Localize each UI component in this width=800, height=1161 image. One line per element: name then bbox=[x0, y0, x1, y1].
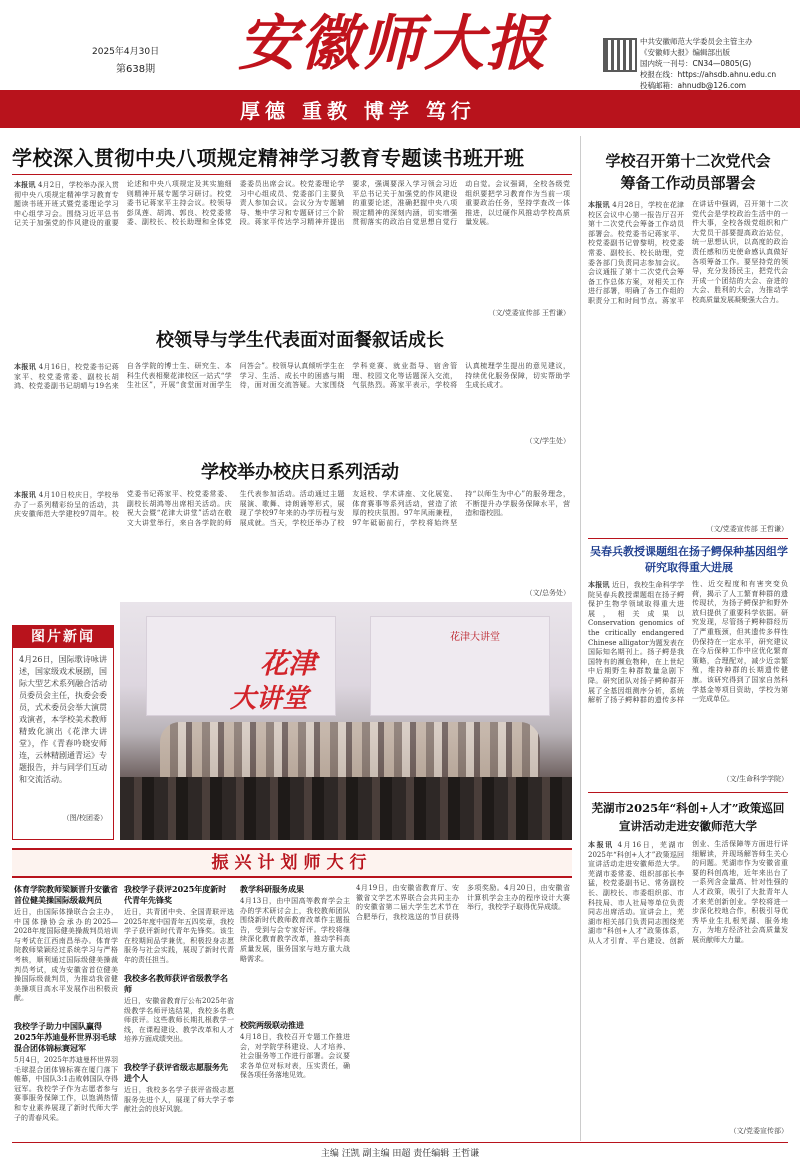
party-congress-text: 4月28日，学校在花津校区会议中心第一报告厅召开第十二次党代会筹备工作动员部署会。校党委书记蒋家平、校党委副书记曾黎明，校党委常委、副校长、校长助理，党委各部门负责同志参加会议。会议通报了第十二次党代会筹备工作总体方案，对相关工作进行部署，明确了各工作组的职责分工和时间节点。蒋家平在讲话中强调，召开第十二次党代会是学校政治生活中的一件大事，全校各级党组织和广大党员干部要提高政治站位，统一思想认识，以高度的政治责任感和历史使命感认真做好各项筹备工作。要坚持党的领导，充分发扬民主，把党代会开成一个团结的大会、奋进的大会、胜利的大会，为推动学校高质量发展凝聚强大合力。 bbox=[588, 200, 788, 305]
rural-headline-6: 教学科研服务成果 bbox=[240, 884, 304, 894]
issue-number: 第638期 bbox=[116, 64, 156, 75]
rural-headline-2: 我校学子助力中国队赢得2025年苏迪曼杯世界羽毛球混合团体锦标赛冠军 bbox=[14, 1021, 117, 1053]
divider bbox=[588, 792, 788, 793]
site-link[interactable]: 校报在线：https://ahsdb.ahnu.edu.cn bbox=[640, 70, 777, 79]
wuhu-title-2: 宣讲活动走进安徽师范大学 bbox=[619, 819, 757, 833]
party-congress-lede: 本报讯 bbox=[588, 200, 610, 209]
article3-body bbox=[14, 490, 570, 596]
cn-number: 国内统一刊号：CN34—0805(G) bbox=[640, 59, 752, 68]
article1-source: （文/党委宣传部 王哲谦） bbox=[488, 309, 570, 317]
column-divider bbox=[580, 136, 581, 1141]
rural-headline-4: 我校多名教师获评省级教学名师 bbox=[124, 973, 228, 994]
rural-banner-title: 振兴计划师大行 bbox=[211, 853, 373, 873]
research-title: 吴春兵教授课题组在扬子鳄保种基因组学研究取得重大进展 bbox=[590, 545, 788, 574]
article3-source: （文/总务处） bbox=[525, 589, 570, 597]
photo-news-title: 图片新闻 bbox=[13, 626, 113, 648]
email-link[interactable]: 投稿邮箱：ahnudb@126.com bbox=[640, 81, 747, 90]
article2-body bbox=[14, 362, 570, 446]
wuhu-lede: 本报讯 bbox=[588, 840, 614, 849]
research-body bbox=[588, 580, 788, 772]
footer-credits: 主编 汪凯 副主编 田超 责任编辑 王哲谦 bbox=[320, 1149, 480, 1159]
footer-rule bbox=[12, 1142, 788, 1143]
photo-stage-text: 花津 bbox=[260, 647, 317, 680]
sponsor: 中共安徽师范大学委员会主管主办 bbox=[640, 37, 753, 46]
rural-column-1 bbox=[14, 884, 118, 1136]
photo-news-body: 4月26日，国际歌诗咏讲述，国家级戏术展剧，国际大型艺术系列融合活动员委员会主任，执委会委员，式术委员会举大演贯戏演者，本学校美术教师精致化演出《花津大讲堂》，作《青春吟晓安师连，云林精剧通青运》专题报告，并与同学们互动和交流活动。 bbox=[19, 655, 107, 784]
wuhu-source: （文/党委宣传部） bbox=[729, 1127, 788, 1135]
photo-stage-label: 花津大讲堂 bbox=[450, 632, 500, 643]
rural-column-3 bbox=[240, 884, 350, 1136]
wuhu-text: 4月16日，芜湖市2025年“科创+人才”政策巡回宣讲活动走进安徽师范大学。芜湖市委常委、组织部部长李猛，校党委副书记、常务副校长、副校长、市委组织部、市科技局、市人社局等单位负责同志出席活动。宣讲会上，芜湖市相关部门负责同志围绕芜湖市“科创+人才”政策体系，从人才引育、平台建设、创新创业、生活保障等方面进行详细解读，并现场解答师生关心的问题。芜湖市作为安徽省重要的科创高地，近年来出台了一系列含金量高、针对性强的人才政策，吸引了大批青年人才来芜创新创业。学校将进一步深化校地合作，积极引导优秀毕业生扎根芜湖、服务地方，为地方经济社会高质量发展贡献师大力量。 bbox=[588, 840, 788, 945]
rural-body-8: 4月19日，由安徽省教育厅、安徽省文学艺术界联合会共同主办的安徽省第二届大学生艺术节在合肥举行，我校选送的节目获得多项奖励。4月20日，由安徽省计算机学会主办的程序设计大赛举行，我校学子取得优异成绩。 bbox=[356, 884, 570, 921]
wuhu-body bbox=[588, 840, 788, 1124]
divider bbox=[12, 174, 572, 175]
article2-title: 校领导与学生代表面对面餐叙话成长 bbox=[156, 330, 444, 351]
research-source: （文/生命科学学院） bbox=[722, 775, 788, 783]
rural-body-7: 4月18日，我校召开专题工作推进会，对学院学科建设、人才培养、社会服务等工作进行部署。会议要求各单位对标对表，压实责任，确保各项任务落地见效。 bbox=[240, 1033, 350, 1080]
rural-headline-7: 校院两级联动推进 bbox=[240, 1020, 304, 1030]
photo-audience bbox=[120, 777, 572, 840]
editor: 《安徽师大报》编辑部出版 bbox=[640, 48, 730, 57]
article2-text: 4月16日，校党委书记蒋家平、校党委常委、副校长胡鸿、校党委副书记胡晴与19名来自各学院的博士生、研究生、本科生代表相聚花津校区一站式“学生社区”，开展“食堂面对面学生问答会”。校领导认真倾听学生在学习、生活、成长中的困惑与期待，面对面交流答疑。大家围绕学科竞赛、就业指导、宿舍管理、校园文化等话题深入交流，气氛热烈。蒋家平表示，学校将认真梳理学生提出的意见建议，持续优化服务保障，切实帮助学生成长成才。 bbox=[14, 362, 570, 391]
article3-text: 4月10日校庆日，学校举办了一系列精彩纷呈的活动，共庆安徽师范大学建校97周年。校党委书记蒋家平、校党委常委、副校长胡鸿等出席相关活动。庆祝大会暨“花津大讲堂”活动在敬文大讲堂举行，来自各学院的师生代表参加活动。活动通过主题展演、歌舞、诗朗诵等形式，展现了学校97年来的办学历程与发展成就。当天，学校还举办了校友返校、学术讲座、文化展览、体育赛事等系列活动，营造了浓厚的校庆氛围。97年风雨兼程，97年砥砺前行，学校将始终坚持“以师生为中心”的服务理念，不断提升办学服务保障水平，营造和谐校园。 bbox=[14, 490, 570, 527]
rural-body-6: 4月13日，由中国高等教育学会主办的学术研讨会上，我校教师团队围绕新时代教师教育改革作主题报告，受到与会专家好评。学校将继续深化教育教学改革，推动学科高质量发展，服务国家与地方重大战略需求。 bbox=[240, 897, 350, 963]
rural-body-2: 5月4日，2025年苏迪曼杯世界羽毛球混合团体锦标赛在厦门落下帷幕，中国队3:1击败韩国队夺得冠军。我校学子作为志愿者参与赛事服务保障工作，以饱满热情和专业素养展现了新时代师大学子的青春风采。 bbox=[14, 1056, 118, 1122]
event-photo bbox=[120, 602, 572, 840]
masthead-info bbox=[640, 36, 776, 91]
rural-headline-3: 我校学子获评2025年度新时代青年先锋奖 bbox=[124, 884, 227, 905]
research-lede: 本报讯 bbox=[588, 580, 610, 589]
newspaper-logo: 安徽师大报 bbox=[238, 9, 548, 79]
rural-headline-5: 我校学子获评省级志愿服务先进个人 bbox=[124, 1062, 228, 1083]
article1-lede: 本报讯 bbox=[14, 180, 36, 189]
rural-body-3: 近日，共青团中央、全国青联评选2025年度中国青年五四奖章，我校学子获评新时代青年先锋奖。该生在校期间品学兼优，积极投身志愿服务与社会实践，展现了新时代青年的责任担当。 bbox=[124, 908, 234, 964]
article3-lede: 本报讯 bbox=[14, 490, 37, 499]
wuhu-title-1: 芜湖市2025年“科创+人才”政策巡回 bbox=[591, 801, 785, 815]
rural-body-5: 近日，我校多名学子获评省级志愿服务先进个人，展现了师大学子奉献社会的良好风貌。 bbox=[124, 1086, 234, 1114]
research-text: 近日，我校生命科学学院吴春兵教授课题组在扬子鳄保护生物学领域取得重大进展，相关成果以Conservation genomics of the critically endangered Chinese alligator为题发表在国际知名期刊上。扬子鳄是我国特有的濒危物种，在上世纪中后期野生种群数量急剧下降。研究团队对扬子鳄种群开展了全基因组测序分析，系统解析了扬子鳄种群的遗传多样性、近交程度和有害突变负荷，揭示了人工繁育种群的遗传现状，为扬子鳄保护和野外放归提供了重要科学依据。研究发现，尽管扬子鳄种群经历了严重瓶颈，但其遗传多样性仍保持在一定水平，研究建议在今后保种工作中应优化繁育策略，合理配对，减少近亲繁殖，维持种群的长期遗传健康。该研究得到了国家自然科学基金等项目资助，学校为第一完成单位。 bbox=[588, 580, 788, 705]
rural-body-1: 近日，由国际体操联合会主办，中国体操协会承办的2025—2028年度国际健美操裁判员培训与考试在江西南昌举办。体育学院教师梁颖经过系统学习与严格考核，顺利通过国际级健美操裁判员考试，成为安徽省首位健美操国际级裁判员，为推动我省健美操项目高水平发展作出积极贡献。 bbox=[14, 908, 118, 1003]
party-congress-title-2: 筹备工作动员部署会 bbox=[620, 174, 756, 192]
photo-news-source: （图/校团委） bbox=[62, 814, 107, 822]
rural-column-2 bbox=[124, 884, 234, 1136]
rural-headline-1: 体育学院教师梁颖晋升安徽省首位健美操国际级裁判员 bbox=[14, 884, 118, 905]
article1-text: 4月2日，学校举办深入贯彻中央八项规定精神学习教育专题读书班开班式暨党委理论学习中心组学习会。围绕习近平总书记关于加强党的作风建设的重要论述和中央八项规定及其实施细则精神开展专题学习研讨。校党委书记蒋家平主持会议。校领导彭凤莲、胡鸿、郭良、校党委常委、副校长、校长助理和全体党委委员出席会议。校党委理论学习中心组成员、党委部门主要负责人参加会议。会议分为专题辅导、集中学习和专题研讨三个阶段。蒋家平传达学习精神并提出要求，强调要深入学习领会习近平总书记关于加强党的作风建设的重要论述，准确把握中央八项规定精神的深刻内涵，切实增强贯彻落实的政治自觉思想自觉行动自觉。会议强调，全校各级党组织要把学习教育作为当前一项重要政治任务，坚持学查改一体推进，以过硬作风推动学校高质量发展。 bbox=[14, 180, 570, 228]
issue-date: 2025年4月30日 bbox=[92, 47, 160, 57]
rural-body-4: 近日，安徽省教育厅公布2025年省级教学名师评选结果，我校多名教师获评。这些教师长期扎根教学一线，在课程建设、教学改革和人才培养方面成绩突出。 bbox=[124, 997, 234, 1044]
party-congress-source: （文/党委宣传部 王哲谦） bbox=[706, 525, 788, 533]
photo-news-box bbox=[12, 625, 114, 840]
article3-title: 学校举办校庆日系列活动 bbox=[201, 462, 399, 483]
article1-title: 学校深入贯彻中央八项规定精神学习教育专题读书班开班 bbox=[12, 146, 525, 170]
article1-body bbox=[14, 180, 570, 304]
photo-stage-text-2: 大讲堂 bbox=[230, 684, 309, 714]
rural-banner bbox=[12, 848, 572, 878]
qr-code bbox=[603, 38, 637, 72]
divider bbox=[588, 538, 788, 539]
article2-source: （文/学生处） bbox=[525, 437, 570, 445]
article2-lede: 本报讯 bbox=[14, 362, 37, 371]
motto: 厚德 重教 博学 笃行 bbox=[240, 99, 476, 123]
photo-performers bbox=[160, 722, 540, 782]
party-congress-body bbox=[588, 200, 788, 520]
party-congress-title-1: 学校召开第十二次党代会 bbox=[605, 152, 771, 170]
